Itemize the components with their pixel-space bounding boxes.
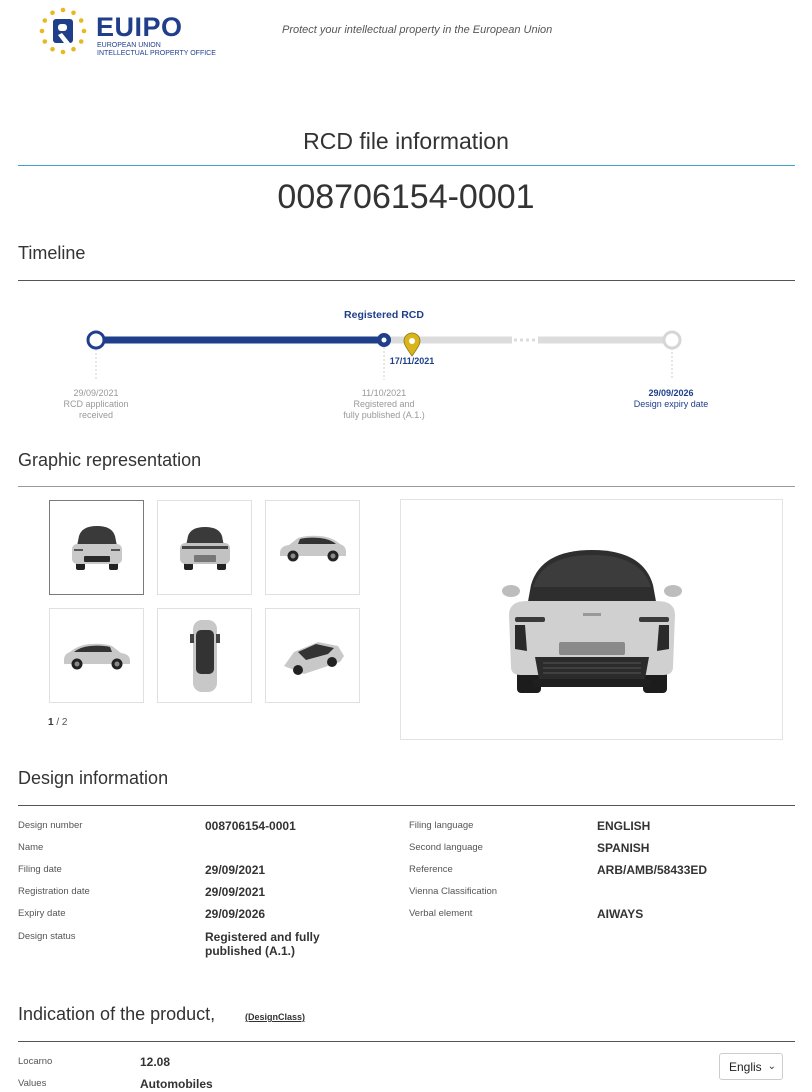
- label-values: Values: [18, 1078, 47, 1089]
- car-side-icon: [276, 531, 350, 565]
- timeline-event-expiry: [616, 388, 726, 410]
- timeline-event-label: fully published (A.1.): [343, 410, 425, 420]
- timeline-heading: Timeline: [18, 243, 86, 263]
- label-design-number: Design number: [18, 820, 83, 831]
- label-filing-date: Filing date: [18, 864, 62, 875]
- thumbnail-side-view-left[interactable]: [49, 608, 144, 703]
- timeline-event-label: Registered and: [353, 399, 415, 409]
- logo-wordmark[interactable]: EUIPO: [96, 12, 183, 42]
- value-values: Automobiles: [140, 1077, 213, 1091]
- language-select-value: Englis: [729, 1059, 762, 1074]
- value-design-number: 008706154-0001: [205, 819, 296, 833]
- value-reference: ARB/AMB/58433ED: [597, 863, 708, 877]
- logo-subtitle-line2: INTELLECTUAL PROPERTY OFFICE: [97, 50, 216, 57]
- value-registration-date: 29/09/2021: [205, 885, 266, 899]
- timeline-current-status: Registered RCD: [344, 309, 424, 321]
- car-rear-icon: [174, 522, 236, 574]
- car-top-icon: [185, 616, 225, 696]
- label-second-language: Second language: [409, 842, 483, 853]
- label-verbal-element: Verbal element: [409, 908, 473, 919]
- thumbnail-front-view[interactable]: [49, 500, 144, 595]
- label-expiry-date: Expiry date: [18, 908, 66, 919]
- label-filing-language: Filing language: [409, 820, 474, 831]
- image-preview[interactable]: [400, 499, 783, 740]
- label-vienna-classification: Vienna Classification: [409, 886, 498, 897]
- value-locarno: 12.08: [140, 1055, 171, 1069]
- car-side-icon: [60, 639, 134, 673]
- value-design-status-line1: Registered and fully: [205, 930, 320, 944]
- timeline-event-label: received: [78, 410, 114, 420]
- value-filing-language: ENGLISH: [597, 819, 651, 833]
- timeline-event-date: 11/10/2021: [361, 388, 407, 398]
- car-perspective-icon: [278, 630, 348, 682]
- title-divider: [18, 165, 795, 166]
- timeline-event-label: RCD application: [63, 399, 129, 409]
- thumbnail-pager[interactable]: [48, 717, 67, 728]
- timeline-divider: [18, 280, 795, 281]
- thumbnail-top-view[interactable]: [157, 608, 252, 703]
- timeline-event-published: [329, 388, 439, 421]
- design-info-divider: [18, 805, 795, 806]
- graphic-heading: Graphic representation: [18, 450, 202, 470]
- product-heading: Indication of the product,: [18, 1004, 216, 1024]
- product-divider: [18, 1041, 795, 1042]
- timeline-event-date: 29/09/2026: [648, 388, 694, 398]
- value-design-status-line2: published (A.1.): [205, 944, 295, 958]
- timeline-node-expiry: [664, 332, 680, 348]
- value-filing-date: 29/09/2021: [205, 863, 266, 877]
- design-info-heading: Design information: [18, 768, 169, 788]
- label-reference: Reference: [409, 864, 453, 875]
- timeline-node-application: [88, 332, 104, 348]
- euipo-logo-icon[interactable]: [36, 4, 90, 58]
- car-front-icon: [66, 522, 128, 574]
- value-second-language: SPANISH: [597, 841, 650, 855]
- car-front-large-icon: [497, 545, 687, 695]
- header-tagline: Protect your intellectual property in the European Union: [282, 24, 553, 36]
- pager-current: 1: [48, 717, 54, 728]
- current-position-marker-icon: [404, 333, 420, 356]
- timeline-current-date: 17/11/2021: [389, 356, 435, 366]
- label-design-status: Design status: [18, 931, 76, 942]
- pager-total: / 2: [56, 717, 68, 728]
- timeline-event-date: 29/09/2021: [73, 388, 119, 398]
- designclass-link[interactable]: (DesignClass): [245, 1012, 306, 1022]
- graphic-divider: [18, 486, 795, 487]
- thumbnail-side-view[interactable]: [265, 500, 360, 595]
- value-expiry-date: 29/09/2026: [205, 907, 266, 921]
- language-select[interactable]: [719, 1053, 783, 1080]
- label-locarno: Locarno: [18, 1056, 53, 1067]
- label-name: Name: [18, 842, 44, 853]
- chevron-down-icon: ⌄: [767, 1061, 776, 1072]
- label-registration-date: Registration date: [18, 886, 90, 897]
- thumbnail-perspective-view[interactable]: [265, 608, 360, 703]
- thumbnail-rear-view[interactable]: [157, 500, 252, 595]
- timeline-event-application: [41, 388, 151, 421]
- timeline-event-label: Design expiry date: [633, 399, 709, 409]
- value-verbal-element: AIWAYS: [597, 907, 644, 921]
- file-number: 008706154-0001: [277, 178, 535, 216]
- logo-subtitle-line1: EUROPEAN UNION: [97, 42, 161, 49]
- page-title: RCD file information: [303, 128, 509, 154]
